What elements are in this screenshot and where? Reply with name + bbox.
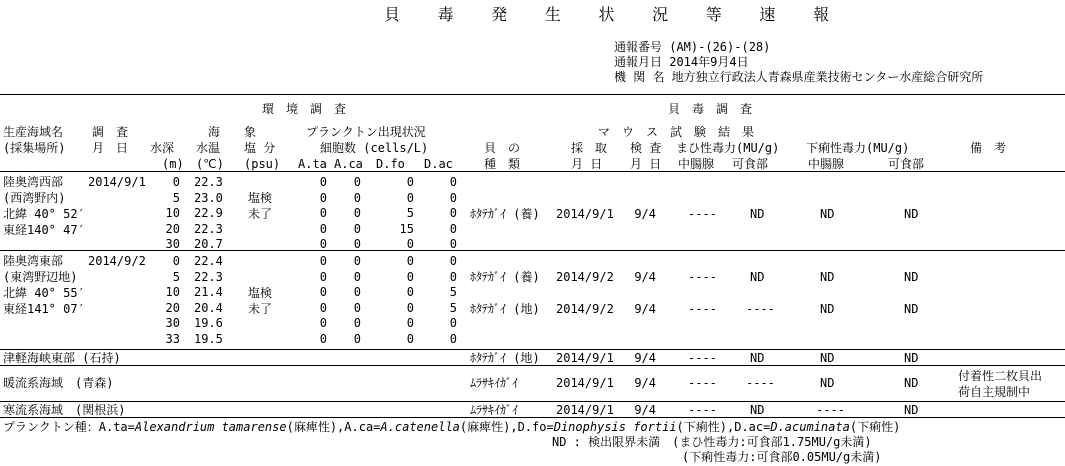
- east-shell1-psp-midgut: ----: [688, 270, 717, 284]
- shellfish-survey-header: 貝 毒 調 査: [668, 102, 753, 116]
- east-row-5-e: 0: [449, 332, 457, 346]
- east-shell1-dsp-midgut: ND: [820, 270, 835, 284]
- west-row-4-d: 30: [165, 237, 180, 252]
- west-row-4-b: 0: [353, 237, 361, 252]
- rule-warm-bottom: [0, 401, 1065, 402]
- east-row-4-b: 0: [353, 316, 361, 331]
- west-site: (西湾野内): [3, 191, 66, 205]
- warm-inspected: 9/4: [634, 376, 656, 390]
- cells-header: 細胞数 (cells/L): [320, 141, 429, 155]
- collection-header: 採 取: [571, 141, 608, 155]
- east-shell2-kind: ﾎﾀﾃｶﾞｲ (地): [470, 302, 540, 316]
- east-row-2-e: 5: [449, 285, 457, 300]
- west-survey-date: 2014/9/1: [88, 175, 146, 189]
- east-shell2-inspected: 9/4: [634, 302, 656, 316]
- west-row-0-a: 0: [319, 175, 327, 189]
- west-psp-midgut: ----: [688, 207, 717, 221]
- remark-header: 備 考: [970, 141, 1007, 155]
- west-dsp-midgut: ND: [820, 207, 835, 221]
- east-lon: 東経141° 07′: [3, 302, 85, 316]
- east-row-0-b: 0: [353, 254, 361, 268]
- cold-psp-midgut: ----: [688, 403, 717, 417]
- east-row-2-c: 0: [406, 285, 414, 300]
- east-shell2-psp-edible: ----: [746, 302, 775, 316]
- plankton-header: プランクトン出現状況: [306, 125, 426, 139]
- cold-inspected: 9/4: [634, 403, 656, 417]
- east-row-0-d: 0: [172, 254, 180, 268]
- temp-header: 水温: [196, 141, 221, 155]
- warm-psp-edible: ----: [746, 376, 775, 390]
- west-row-4-t: 20.7: [194, 237, 223, 252]
- east-shell2-collected: 2014/9/2: [556, 302, 614, 316]
- west-row-1-t: 23.0: [194, 190, 223, 205]
- species-dfo: Dinophysis fortii: [553, 420, 677, 434]
- east-shell1-kind: ﾎﾀﾃｶﾞｲ (養): [470, 270, 540, 284]
- rule-cold-bottom: [0, 417, 1065, 418]
- west-row-1-e: 0: [449, 190, 457, 205]
- east-row-3-c: 0: [406, 300, 414, 315]
- west-row-3-e: 0: [449, 221, 457, 236]
- tsugaru-psp-midgut: ----: [688, 351, 717, 365]
- east-row-1-e: 0: [449, 269, 457, 284]
- east-row-1-c: 0: [406, 269, 414, 284]
- east-row-5-t: 19.5: [194, 332, 223, 346]
- west-row-0-c: 0: [406, 175, 414, 189]
- west-row-1-c: 0: [406, 190, 414, 205]
- species-dac: D.acuminata: [770, 420, 850, 434]
- rule-east-bottom: [0, 349, 1065, 350]
- west-row-0-b: 0: [353, 175, 361, 189]
- tsugaru-shell-kind: ﾎﾀﾃｶﾞｲ (地): [470, 351, 540, 365]
- west-row-2-b: 0: [353, 206, 361, 221]
- west-salinity-note-1: 塩検: [248, 191, 273, 205]
- report-number: 通報番号 (AM)-(26)-(28): [614, 40, 771, 54]
- psp-edible-header: 可食部: [732, 157, 769, 171]
- cold-area-name: 寒流系海域 (関根浜): [3, 403, 126, 417]
- collection-date-header: 月 日: [571, 157, 603, 171]
- east-shell2-dsp-midgut: ND: [820, 302, 835, 316]
- plankton-species-note: [3, 420, 900, 434]
- cold-dsp-edible: ND: [904, 403, 919, 417]
- west-lat: 北緯 40° 52′: [3, 207, 85, 221]
- dfo-header: D.fo: [376, 157, 405, 171]
- west-row-1-d: 5: [172, 190, 180, 205]
- east-shell1-dsp-edible: ND: [904, 270, 919, 284]
- west-row-0-t: 22.3: [194, 175, 223, 189]
- east-site: (東湾野辺地): [3, 270, 78, 284]
- inspection-date-header: 月 日: [630, 157, 662, 171]
- agency-name: 機 関 名 地方独立行政法人青森県産業技術センター水産総合研究所: [614, 70, 984, 84]
- rule-top: [0, 94, 1065, 95]
- nd-note: ND : 検出限界未満 (まひ性毒力:可食部1.75MU/g未満): [552, 435, 872, 449]
- document-title: 貝 毒 発 生 状 況 等 速 報: [384, 5, 844, 24]
- east-row-3-a: 0: [319, 300, 327, 315]
- east-row-0-t: 22.4: [194, 254, 223, 268]
- west-row-0-e: 0: [449, 175, 457, 189]
- salinity-unit: (psu): [244, 157, 281, 171]
- east-row-2-t: 21.4: [194, 285, 223, 300]
- east-row-5-c: 0: [406, 332, 414, 346]
- east-row-2-b: 0: [353, 285, 361, 300]
- east-salinity-note-2: 未了: [248, 302, 273, 316]
- aca-header: A.ca: [334, 157, 363, 171]
- east-row-3-t: 20.4: [194, 300, 223, 315]
- species-note-dfo-label: (麻痺性),D.fo=: [459, 420, 554, 434]
- west-row-2-e: 0: [449, 206, 457, 221]
- tsugaru-psp-edible: ND: [750, 351, 765, 365]
- west-row-4-e: 0: [449, 237, 457, 252]
- inspection-header: 検 査: [630, 141, 662, 155]
- west-row-0-d: 0: [172, 175, 180, 189]
- west-lon: 東経140° 47′: [3, 223, 85, 237]
- west-row-4-a: 0: [319, 237, 327, 252]
- west-row-3-a: 0: [319, 221, 327, 236]
- west-row-2-t: 22.9: [194, 206, 223, 221]
- west-shell-inspected: 9/4: [634, 207, 656, 221]
- east-lat: 北緯 40° 55′: [3, 286, 85, 300]
- species-note-dac-label: (下痢性),D.ac=: [676, 420, 771, 434]
- species-aca: A.catenella: [380, 420, 460, 434]
- cold-dsp-midgut: ----: [816, 403, 845, 417]
- east-row-0-c: 0: [406, 254, 414, 268]
- survey-header: 調 査: [92, 125, 129, 139]
- dac-header: D.ac: [424, 157, 453, 171]
- west-row-4-c: 0: [406, 237, 414, 252]
- tsugaru-inspected: 9/4: [634, 351, 656, 365]
- east-shell1-inspected: 9/4: [634, 270, 656, 284]
- survey-date-header: 月 日: [92, 141, 129, 155]
- west-row-3-b: 0: [353, 221, 361, 236]
- east-row-1-d: 5: [172, 269, 180, 284]
- east-shell1-collected: 2014/9/2: [556, 270, 614, 284]
- area-name-header: 生産海域名: [3, 125, 64, 139]
- east-row-5-a: 0: [319, 332, 327, 346]
- west-shell-kind: ﾎﾀﾃｶﾞｲ (養): [470, 207, 540, 221]
- species-note-aca-label: (麻痺性),A.ca=: [286, 420, 381, 434]
- depth-header: 水深: [150, 141, 175, 155]
- tsugaru-dsp-midgut: ND: [820, 351, 835, 365]
- cold-collected: 2014/9/1: [556, 403, 614, 417]
- west-row-1-b: 0: [353, 190, 361, 205]
- east-row-3-d: 20: [165, 300, 180, 315]
- west-row-3-t: 22.3: [194, 221, 223, 236]
- species-ata: Alexandrium tamarense: [134, 420, 287, 434]
- west-salinity-note-2: 未了: [248, 207, 273, 221]
- warm-dsp-edible: ND: [904, 376, 919, 390]
- east-row-4-d: 30: [165, 316, 180, 331]
- warm-shell-kind: ﾑﾗｻｷｲｶﾞｲ: [470, 376, 519, 390]
- east-row-4-e: 0: [449, 316, 457, 331]
- east-row-1-t: 22.3: [194, 269, 223, 284]
- east-row-3-b: 0: [353, 300, 361, 315]
- east-row-2-a: 0: [319, 285, 327, 300]
- east-row-1-a: 0: [319, 269, 327, 284]
- east-row-3-e: 5: [449, 300, 457, 315]
- warm-area-name: 暖流系海域 (青森): [3, 376, 114, 390]
- east-row-0-e: 0: [449, 254, 457, 268]
- rule-tsugaru-bottom: [0, 365, 1065, 366]
- cold-psp-edible: ND: [750, 403, 765, 417]
- tsugaru-area-name: 津軽海峡東部 (石持): [3, 351, 121, 365]
- cold-shell-kind: ﾑﾗｻｷｲｶﾞｲ: [470, 403, 519, 417]
- east-row-4-c: 0: [406, 316, 414, 331]
- report-date: 通報月日 2014年9月4日: [614, 55, 749, 69]
- east-salinity-note-1: 塩検: [248, 286, 273, 300]
- west-dsp-edible: ND: [904, 207, 919, 221]
- east-row-1-b: 0: [353, 269, 361, 284]
- salinity-header: 塩 分: [244, 141, 276, 155]
- psp-midgut-header: 中腸腺: [678, 157, 715, 171]
- east-shell2-dsp-edible: ND: [904, 302, 919, 316]
- west-shell-collected: 2014/9/1: [556, 207, 614, 221]
- warm-dsp-midgut: ND: [820, 376, 835, 390]
- dsp-edible-header: 可食部: [888, 157, 925, 171]
- species-note-suffix: (下痢性): [849, 420, 901, 434]
- mouse-test-header: マ ウ ス 試 験 結 果: [598, 125, 755, 139]
- east-shell2-psp-midgut: ----: [688, 302, 717, 316]
- ata-header: A.ta: [298, 157, 327, 171]
- west-area-name: 陸奥湾西部: [3, 175, 64, 189]
- west-row-3-c: 15: [399, 221, 414, 236]
- east-row-5-d: 33: [165, 332, 180, 346]
- temp-unit: (℃): [196, 157, 224, 171]
- dsp-midgut-header: 中腸腺: [808, 157, 845, 171]
- species-note-prefix: プランクトン種：A.ta=: [3, 420, 135, 434]
- east-area-name: 陸奥湾東部: [3, 254, 64, 268]
- shell-kind-header: 貝 の: [484, 141, 521, 155]
- east-row-5-b: 0: [353, 332, 361, 346]
- warm-collected: 2014/9/1: [556, 376, 614, 390]
- warm-psp-midgut: ----: [688, 376, 717, 390]
- east-survey-date: 2014/9/2: [88, 254, 146, 268]
- west-row-2-c: 5: [406, 206, 414, 221]
- env-survey-header: 環 境 調 査: [262, 102, 347, 116]
- sea-condition-header: 海 象: [208, 125, 257, 139]
- east-row-4-a: 0: [319, 316, 327, 331]
- tsugaru-collected: 2014/9/1: [556, 351, 614, 365]
- warm-remark-1: 付着性二枚貝出: [958, 369, 1043, 383]
- collection-site-header: (採集場所): [3, 141, 66, 155]
- warm-remark-2: 荷自主規制中: [958, 385, 1031, 399]
- west-row-3-d: 20: [165, 221, 180, 236]
- west-row-2-a: 0: [319, 206, 327, 221]
- rule-header-bottom: [0, 171, 1065, 172]
- tsugaru-dsp-edible: ND: [904, 351, 919, 365]
- depth-unit: (m): [162, 157, 184, 171]
- east-row-0-a: 0: [319, 254, 327, 268]
- nd-note-2: (下痢性毒力:可食部0.05MU/g未満): [682, 450, 882, 464]
- east-row-4-t: 19.6: [194, 316, 223, 331]
- east-row-2-d: 10: [165, 285, 180, 300]
- dsp-header: 下痢性毒力(MU/g): [806, 141, 910, 155]
- west-row-2-d: 10: [165, 206, 180, 221]
- shell-kind-header-2: 種 類: [484, 157, 521, 171]
- psp-header: まひ性毒力(MU/g): [676, 141, 780, 155]
- west-psp-edible: ND: [750, 207, 765, 221]
- east-shell1-psp-edible: ND: [750, 270, 765, 284]
- west-row-1-a: 0: [319, 190, 327, 205]
